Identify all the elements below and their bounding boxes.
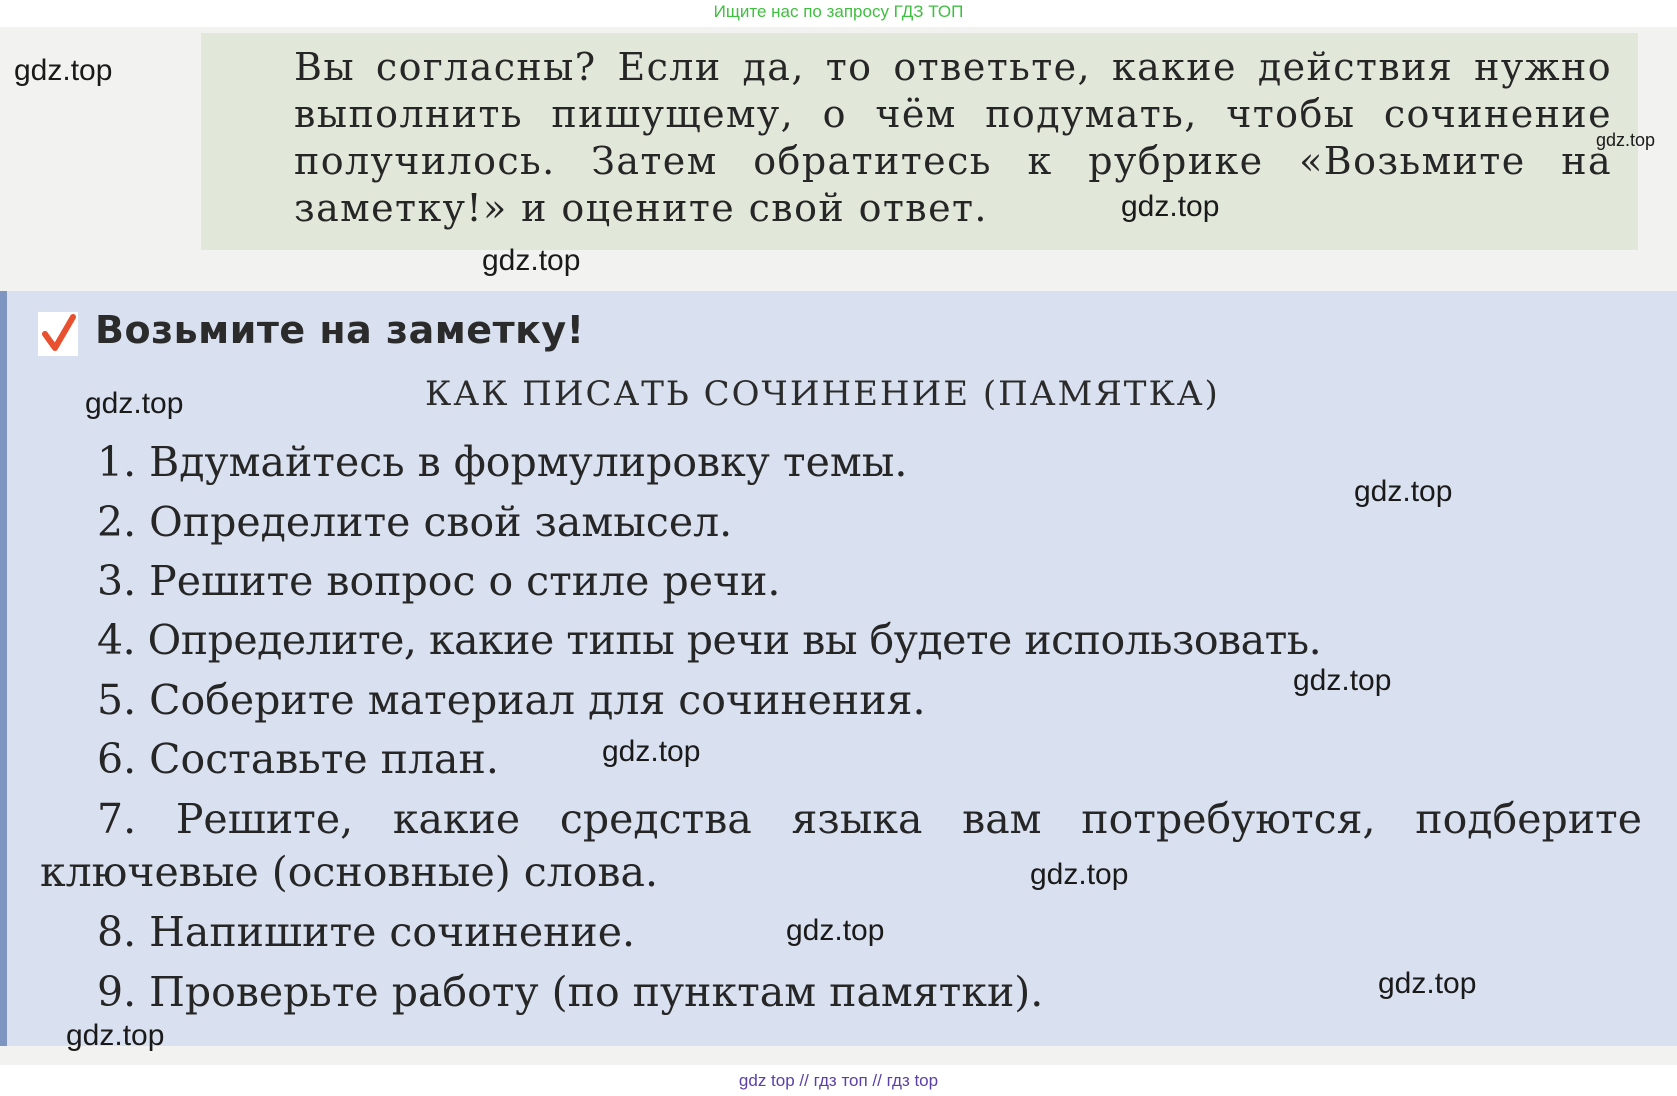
question-text: Вы согласны? Если да, то ответьте, какие действия нужно выполнить пишущему, о чём подумать, чтобы сочинение получилось. Затем обратитесь к рубрике «Возьмите на заметку!» и оцените свой ответ. [294,45,1612,230]
watermark: gdz.top [14,54,113,87]
watermark: gdz.top [482,244,581,277]
watermark: gdz.top [1378,967,1477,1000]
watermark: gdz.top [786,914,885,947]
watermark: gdz.top [85,387,184,420]
memo-title: КАК ПИСАТЬ СОЧИНЕНИЕ (ПАМЯТКА) [425,374,1220,414]
watermark: gdz.top [1293,664,1392,697]
step-item-2: 2. Определите свой замысел. [97,498,733,546]
step-item-3: 3. Решите вопрос о стиле речи. [97,557,781,605]
step-item-4: 4. Определите, какие типы речи вы будете использовать. [97,616,1322,664]
step-item-6: 6. Составьте план. [97,735,499,783]
step-item-1: 1. Вдумайтесь в формулировку темы. [97,438,908,486]
watermark: gdz.top [1354,475,1453,508]
step-item-9: 9. Проверьте работу (по пунктам памятки). [97,968,1044,1016]
watermark: gdz.top [1121,190,1220,223]
watermark: gdz.top [66,1019,165,1052]
watermark: gdz.top [602,735,701,768]
checkmark-icon [42,314,76,354]
footer: gdz top // гдз топ // гдз top [738,1071,939,1090]
watermark: gdz.top [1596,130,1656,150]
watermark: gdz.top [1030,858,1129,891]
step-item-8: 8. Напишите сочинение. [97,908,636,956]
step-item-7: 7. Решите, какие средства языка вам потребуются, подберите [97,795,1642,843]
step-item-5: 5. Соберите материал для сочинения. [97,676,926,724]
top-banner: Ищите нас по запросу ГДЗ ТОП [713,2,964,21]
step-item-7-continuation: ключевые (основные) слова. [40,848,658,896]
note-heading: Возьмите на заметку! [95,308,585,352]
